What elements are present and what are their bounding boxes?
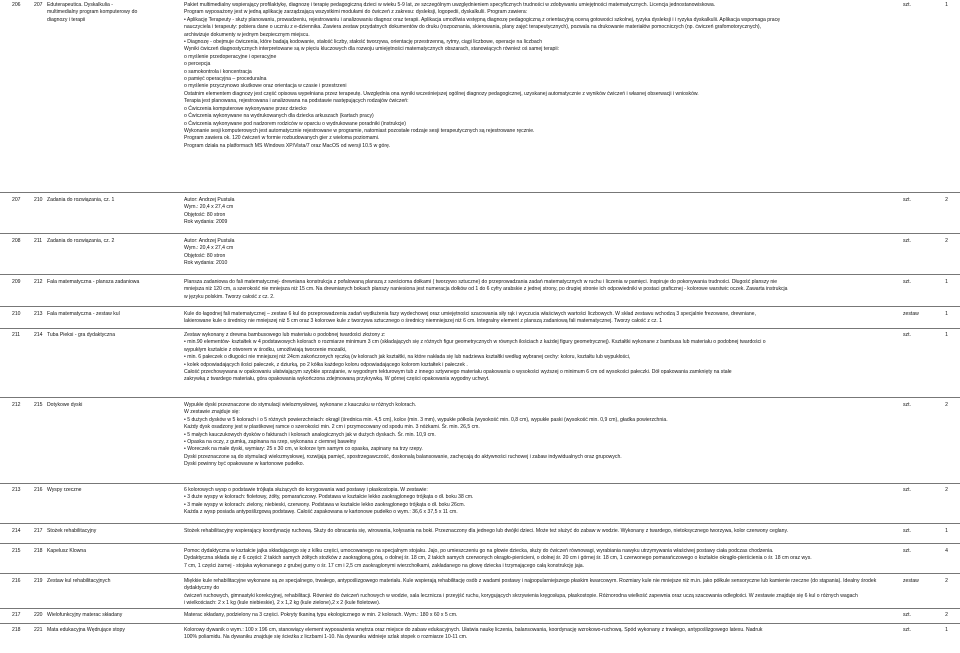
product-name <box>47 487 181 494</box>
quantity: 1 <box>945 311 948 317</box>
row-divider <box>0 328 960 329</box>
product-description-line: • Aplikację Terapeuty - służy planowaniu, prowadzeniu, rejestrowaniu i analizowaniu diagnoz oraz terapii. Aplikacja umożliwia wstępną diagnozę pedagogiczną z orientacyjną oceną gotowości szkolnej, ryzyka dysleksji i i ryzyka dyskalkulii. Aplikacja wspomaga pracę <box>184 16 780 23</box>
row-number: 216 <box>34 487 43 493</box>
product-description-line: Miękkie kule rehabilitacyjne wykonane są ze specjalnego, trwałego, antypoślizgowego materiału. Kule wspierają rehabilitację osób z wadami postawy i najpopularniejszego płaskim kwarcowym. Rozmiary kule nie mniejsze niż m.in. jako półkule sensoryczne lub kamienie rzeczne (do stąpania). Idealny środek dydaktyczny do <box>184 578 877 592</box>
product-name-line: Fala matematyczna - plansza zadaniowa <box>47 279 140 285</box>
product-name-line: multimedialny program komputerowy do <box>47 9 138 16</box>
row-divider <box>0 608 960 609</box>
product-description-line: Zestaw wykonany z drewna bambusowego lub materiału o podobnej twardości złożony z: <box>184 332 386 338</box>
product-description-line: Program wyposażony jest w jedną aplikację zarządzającą wszystkimi modułami do ćwiczeń z zakresu: dysleksji, logopedii, dyskalkulii. Program zawiera: <box>184 9 528 16</box>
product-description <box>184 487 889 517</box>
product-description-line: • Woreczek na małe dyski, wymiary: 25 x 30 cm, w kolorze tym samym co opaska, zapinany na trzy rzepy. <box>184 446 423 453</box>
row-divider <box>0 483 960 484</box>
row-number: 214 <box>34 332 43 338</box>
row-number: 217 <box>34 528 43 534</box>
row-divider <box>0 397 960 398</box>
row-number: 220 <box>34 612 43 618</box>
product-description-line: • 5 dużych dysków w 5 kolorach i o 5 różnych powierzchniach: okrągł (średnica min. 4,5 cm), kolce (min. 3 mm), wypukłe półkola (wysokość min. 0,8 cm), wypukłe paski (wysokość min. 0,9 cm), gładka powierzchnia. <box>184 416 668 423</box>
product-description <box>184 332 889 384</box>
quantity: 1 <box>945 332 948 338</box>
row-divider <box>0 523 960 524</box>
product-description-line: Każda z wysp posiada antypoślizgową podstawę. Całość zapakowana w kartonowe pudełko o wym.: 36,6 x 37,5 x 11 cm. <box>184 509 458 516</box>
product-description-line: Kule do łagodnej fali matematycznej – zestaw 6 kul do przeprowadzenia zadań wydłużenia fazy wydechowej oraz umiejętności szacowania siły rąk i wyczucia właściwych wartości liczbowych. W skład zestawu wchodzą 3 specjalnie frezowane, drewniane, <box>184 311 756 317</box>
product-description <box>184 402 889 469</box>
unit: szt. <box>903 487 911 493</box>
product-name <box>47 311 181 318</box>
unit: szt. <box>903 612 911 618</box>
product-description-line: Dydaktyczna składa się z 6 części: 2 takich samych żółtych stożków z zaokrągloną górą, o dolnej śr. 18 cm, 2 takich samych czerwonych okrągło-pierścieni, o dolnej śr. 20 cm i górnej śr. 18 cm, 1 czerwonego pomarańczowego o kształcie okrągło-pierścienia o śr. 18 cm oraz wys. <box>184 555 812 562</box>
product-description-line: • 3 duże wyspy w kolorach: fioletowy, żółty, pomarańczowy. Podstawa w kształcie lekko zaokrąglonego trójkąta o dł. boku 38 cm. <box>184 494 474 501</box>
row-number: 211 <box>34 238 43 244</box>
product-description-line: Każdy dysk osadzony jest w plastikowej ramce o szerokości min. 2 cm i przymocowany od spodu min. 3 nóżkami. Śr. min. 26,5 cm. <box>184 424 480 431</box>
product-description-line: nauczyciela i terapeuty: pobiera dane o uczniu z e-dziennika. Zawiera zestaw przydatnych dokumentów do druku (rozpoznania, skierowania, plany zajęć terapeutycznych), pozwala na drukowanie materiałów pomocniczych (np. ćwiczeń grafomotorycznych), <box>184 24 762 31</box>
product-description-line: Ostatnim elementem diagnozy jest część opisowa wypełniana przez terapeutę. Uwzględnia ona wyniki wcześniejszej ogólnej diagnozy pedagogicznej, uzyskanej automatycznie z wyników ćwiczeń i własnej obserwacji i wniosków. <box>184 90 699 97</box>
product-description <box>184 528 889 535</box>
unit: zestaw <box>903 311 919 317</box>
product-description <box>184 548 889 570</box>
unit: szt. <box>903 528 911 534</box>
quantity: 1 <box>945 627 948 633</box>
product-description-line: o Ćwiczenia komputerowe wykonywane przez dziecko <box>184 105 307 112</box>
product-description-line: o samokontrola i koncentracja <box>184 68 252 75</box>
row-lp: 206 <box>12 2 21 8</box>
product-description-line: o myślenie przyczynowo skutkowe oraz orientacja w czasie i przestrzeni <box>184 83 347 90</box>
row-number: 207 <box>34 2 43 8</box>
product-description-line: Całość przechowywana w opakowaniu ułatwiającym szybkie sprzątanie, w wygodnym tekturowym tub z innego sztywnego materiału opakowaniu o wysokości wyższej o minimum 6 cm od wysokości pałeczki. Dół opakowania zamknięty na stałe <box>184 369 732 376</box>
product-description-line: Wym.: 20,4 x 27,4 cm <box>184 204 234 211</box>
product-name <box>47 279 181 286</box>
product-name <box>47 332 181 339</box>
product-description-line: • kolek odpowiadających ilości pałeczek, z dziurką, po 2 kółka każdego koloru odpowiadającego kolorom kształtek i pałeczek . <box>184 361 468 368</box>
product-description <box>184 578 889 608</box>
unit: szt. <box>903 197 911 203</box>
product-description-line: ćwiczeń ruchowych, gimnastyki korekcyjnej, rehabilitacji. Również do ćwiczeń ruchowych w wodzie, sala lecznicza i przeyjść ruchu, korygujących skrzywienia kręgosłupa, płaskostopie. Różnorodna wielkość zapewnia oraz uczą szacowania odległości. W zestawie znajduje się 6 kul o różnych wagach <box>184 592 858 599</box>
product-name-line: Fala matematyczna - zestaw kul <box>47 311 120 317</box>
row-number: 212 <box>34 279 43 285</box>
row-divider <box>0 573 960 574</box>
product-name-line: Tuba Pieksi - gra dydaktyczna <box>47 332 116 338</box>
product-description-line: Dyski przeznaczone są do stymulacji wielozmysłowej, rozwijają pamięć, spostrzegawczość, doskonalą balansowanie, zachęcają do aktywności ruchowej i zabaw indywidualnych oraz grupowych. <box>184 453 622 460</box>
row-lp: 212 <box>12 402 21 408</box>
product-name-line: diagnozy i terapii <box>47 16 86 23</box>
product-description-line: zakrywką z twardego materiału, góra opakowania wykończona zdejmowaną przykrywką. W górnej części opakowania wygodny uchwyt. <box>184 376 490 383</box>
product-description-line: Materac składany, podzielony na 3 części. Pokryty tkaniną typu ekologicznego w min. 2 kolorach. Wym.: 180 x 60 x 5 cm. <box>184 612 458 618</box>
row-divider <box>0 623 960 624</box>
product-description-line: mniejsza niż 120 cm, a szerokość nie mniejsza niż 15 cm. Na drewnianych bokach planszy naniesiona jest numeracja dołków od 1 do 6 cyfry arabskie z jednej strony, po drugiej stronie ich odpowiedniki w postaci graficznej - kolorowe warstwic oczek. Zawarta instrukcja <box>184 286 788 293</box>
product-description-line: Terapia jest planowana, rejestrowana i analizowana na podstawie następujących rodzajów ćwiczeń: <box>184 98 409 105</box>
product-description-line: 6 kolorowych wysp o podstawie trójkąta służących do korygowania wad postawy i płaskostopia. W zestawie: <box>184 487 428 493</box>
quantity: 2 <box>945 578 948 584</box>
quantity: 2 <box>945 402 948 408</box>
row-number: 215 <box>34 402 43 408</box>
row-lp: 211 <box>12 332 21 338</box>
product-description <box>184 2 889 150</box>
product-description-line: • Diagnozę - obejmuje ćwiczenia, które badają kodowanie, stałość liczby, stałość tworzywa, orientację przestrzenną, rytmy, ciągi liczbowe, operacje na liczbach <box>184 39 543 46</box>
product-description-line: 100% poliamidu. Na dywaniku znajduje się ścieżka z liczbami 1-10. Na dywaniku widnieje szlak stopek o rozmiarze 10-11 cm. <box>184 634 468 641</box>
product-name-line: Zestaw kul rehabilitacyjnych <box>47 578 111 584</box>
product-description-line: Autor: Andrzej Pustuła <box>184 197 235 203</box>
product-name <box>47 612 181 619</box>
product-name-line: Mata edukacyjna Wędrujące stopy <box>47 627 125 633</box>
row-lp: 216 <box>12 578 21 584</box>
quantity: 2 <box>945 612 948 618</box>
product-description-line: Objętość: 80 stron <box>184 252 226 259</box>
product-description <box>184 627 889 642</box>
row-divider <box>0 192 960 193</box>
product-description-line: o myślenie przedoperacyjne i operacyjne <box>184 53 277 60</box>
row-lp: 209 <box>12 279 21 285</box>
row-divider <box>0 274 960 275</box>
product-name <box>47 197 181 204</box>
product-description-line: o Ćwiczenia wykonywane na wydrukowanych dla dziecka arkuszach (kartach pracy) <box>184 113 374 120</box>
product-name-line: Dotykowe dyski <box>47 402 83 408</box>
row-lp: 214 <box>12 528 21 534</box>
product-name <box>47 528 181 535</box>
unit: szt. <box>903 402 911 408</box>
product-description-line: 7 cm, 1 części żarnej - stojaka wykonanego z grubej gumy o śr. 17 cm i 2,5 cm zaokrąglonymi wierzchołkami, zakładanego na głowę dziecka i trzymającego całą konstrukcję jaja. <box>184 562 585 569</box>
unit: szt. <box>903 627 911 633</box>
row-lp: 210 <box>12 311 21 317</box>
unit: szt. <box>903 332 911 338</box>
product-description <box>184 238 889 268</box>
row-lp: 213 <box>12 487 21 493</box>
product-description-line: Objętość: 80 stron <box>184 211 226 218</box>
quantity: 1 <box>945 2 948 8</box>
product-name <box>47 548 181 555</box>
row-lp: 215 <box>12 548 21 554</box>
product-description-line: Wykonanie sesji komputerowych jest automatycznie rejestrowane w programie, natomiast pozostałe rodzaje sesji terapeutycznych są rejestrowane ręcznie. <box>184 127 535 134</box>
row-number: 210 <box>34 197 43 203</box>
unit: szt. <box>903 279 911 285</box>
product-description-line: Program zawiera ok. 120 ćwiczeń w formie rozbudowanych gier z wieloma poziomami. <box>184 135 380 142</box>
row-number: 221 <box>34 627 43 633</box>
product-description <box>184 279 889 301</box>
product-description-line: • min. 6 pałeczek o długości nie mniejszej niż 24cm zakończonych ręczką (w kolorach jak kształtki, na które nakłada się lub nadziewa kształtki według wybranej cechy: koloru, kształtu lub wypukłości, <box>184 354 631 361</box>
product-description-line: Wyniki ćwiczeń diagnostycznych interpretowane są w pięciu kluczowych dla rozwoju umiejętności matematycznych obszarach, stanowiących również oś samej terapii: <box>184 46 560 53</box>
product-name <box>47 2 181 24</box>
quantity: 4 <box>945 548 948 554</box>
product-description-line: • 3 małe wyspy w kolorach: zielony, niebieski, czerwony. Podstawa w kształcie lekko zaokrąglonego trójkąta o dł. boku 26cm. <box>184 501 466 508</box>
product-description-line: Stożek rehabilitacyjny wspierający koordynację ruchową. Służy do obracania się, wirowania, kołysania na boki. Przeznaczony dla jednego lub dwójki dzieci. Może też służyć do zabaw w wodzie. Wykonany z twardego, nietoksycznego tworzywa, kolor czerwony ceglany. <box>184 528 789 534</box>
product-description-line: Kolorowy dywanik o wym.: 100 x 196 cm, stanowiący element wyposażenia wnętrza oraz miejsce do zabaw edukacyjnych. Ułatwia naukę liczenia, balansowania, koordynację wzrokowo-ruchową. Spód wykonany z trwałego, antypoślizgowego latexu. Nadruk <box>184 627 763 633</box>
quantity: 2 <box>945 238 948 244</box>
product-description-line: lakierowane kule o średnicy nie mniejszej niż 5 cm oraz 3 kolorowe kule z tworzywa sztucznego o średnicy niemniejszej niż 6 cm. Integralny element z planszą zadaniową fali matematycznej. Tworzy całość z cz. 1 <box>184 318 663 325</box>
row-lp: 207 <box>12 197 21 203</box>
row-number: 219 <box>34 578 43 584</box>
product-description <box>184 612 889 619</box>
row-divider <box>0 233 960 234</box>
quantity: 2 <box>945 197 948 203</box>
product-description-line: Pomoc dydaktyczna w kształcie jajka składającego się z kilku części, umocowanego na specjalnym stojaku. Jajo, po umieszczeniu go na głowie dziecka, służy do ćwiczeń równowagi, wyrabiania nawyku utrzymywania właściwej postawy ciała podczas chodzenia. <box>184 548 774 554</box>
product-name-line: Wielofunkcyjny materac składany <box>47 612 123 618</box>
product-description-line: Program działa na platformach MS Windows XP/Vista/7 oraz MacOS od wersji 10.5 w górę. <box>184 142 391 149</box>
product-name-line: Eduterapeutica. Dyskalkulia - <box>47 2 113 8</box>
product-name <box>47 627 181 634</box>
product-description-line: archiwizuje dokumenty w jednym bezpiecznym miejscu. <box>184 31 310 38</box>
product-description-line: • min.90 elementów- kształtek w 4 podstawowych kolorach o rozmiarze minimum 3 cm (składających się z różnych figur geometrycznych w równych ilościach z każdej figury geometrycznej). Kształtki wykonane z bambusa lub materiału o podobnej twardości o <box>184 339 766 346</box>
quantity: 1 <box>945 279 948 285</box>
product-description <box>184 197 889 227</box>
row-number: 213 <box>34 311 43 317</box>
product-description-line: Rok wydania: 2009 <box>184 219 228 226</box>
unit: szt. <box>903 238 911 244</box>
product-description-line: Wypukłe dyski przeznaczone do stymulacji wielozmysłowej, wykonane z kauczuku w różnych kolorach. <box>184 402 417 408</box>
product-description-line: o pamięć operacyjna – proceduralna <box>184 76 267 83</box>
product-name-line: Stożek rehabilitacyjny <box>47 528 97 534</box>
product-description-line: • Opaska na oczy, z gumką, zapinana na rzep, wykonana z ciemnej bawełny <box>184 439 357 446</box>
product-name <box>47 238 181 245</box>
quantity: 1 <box>945 528 948 534</box>
unit: zestaw <box>903 578 919 584</box>
product-name <box>47 402 181 409</box>
row-lp: 217 <box>12 612 21 618</box>
product-description-line: i wielkościach: 2 x 1 kg (kule niebieskie), 2 x 1,2 kg (kule zielone),2 x 2 (kule fioletowe). <box>184 600 381 607</box>
product-name <box>47 578 181 585</box>
row-divider <box>0 306 960 307</box>
row-lp: 208 <box>12 238 21 244</box>
product-description-line: Autor: Andrzej Pustuła <box>184 238 235 244</box>
product-description-line: • 5 małych kauczukowych dysków o fakturach i kolorach analogicznych jak w dużych dyskach. Śr. min. 10,9 cm. <box>184 431 436 438</box>
product-name-line: Wyspy rzeczne <box>47 487 82 493</box>
product-description-line: w języku polskim. Tworzy całość z cz. 2. <box>184 293 275 300</box>
product-description-line: o percepcja <box>184 61 211 68</box>
product-description-line: Dyski powinny być opakowane w kartonowe pudełko. <box>184 461 305 468</box>
product-description-line: W zestawie znajduje się: <box>184 409 240 416</box>
row-lp: 218 <box>12 627 21 633</box>
row-divider <box>0 543 960 544</box>
product-name-line: Zadania do rozwiązania, cz. 2 <box>47 238 115 244</box>
row-number: 218 <box>34 548 43 554</box>
product-name-line: Kapelusz Klowna <box>47 548 87 554</box>
quantity: 2 <box>945 487 948 493</box>
product-description-line: Pakiet multimedialny wspierający profilaktykę, diagnozę i terapię pedagogiczną dzieci w wieku 5-9 lat, ze szczególnym uwzględnieniem specyficznych trudności w zdobywaniu umiejętności matematycznych. Licencja jednostanowiskowa. <box>184 2 716 8</box>
product-description <box>184 311 889 326</box>
product-description-line: wypukłym kształcie z otworem w środku, umożliwiają tworzenie mozaiki, <box>184 346 347 353</box>
product-description-line: Plansza zadaniowa do fali matematycznej- drewniana konstrukcja z pofalowaną planszą z sześcioma dołkami ( tworzywo sztuczne) do przeprowadzania zadań matematycznych w ruchu i liczenia w pamięci. Inspiruje do pokonywania trudności. Długość planszy nie <box>184 279 778 285</box>
unit: szt. <box>903 2 911 8</box>
product-description-line: o Ćwiczenia wykonywane pod nadzorem rodziców w oparciu o wydrukowane poradniki (instrukcje) <box>184 120 406 127</box>
product-name-line: Zadania do rozwiązania, cz. 1 <box>47 197 115 203</box>
product-description-line: Rok wydania: 2010 <box>184 260 228 267</box>
unit: szt. <box>903 548 911 554</box>
product-description-line: Wym.: 20,4 x 27,4 cm <box>184 245 234 252</box>
